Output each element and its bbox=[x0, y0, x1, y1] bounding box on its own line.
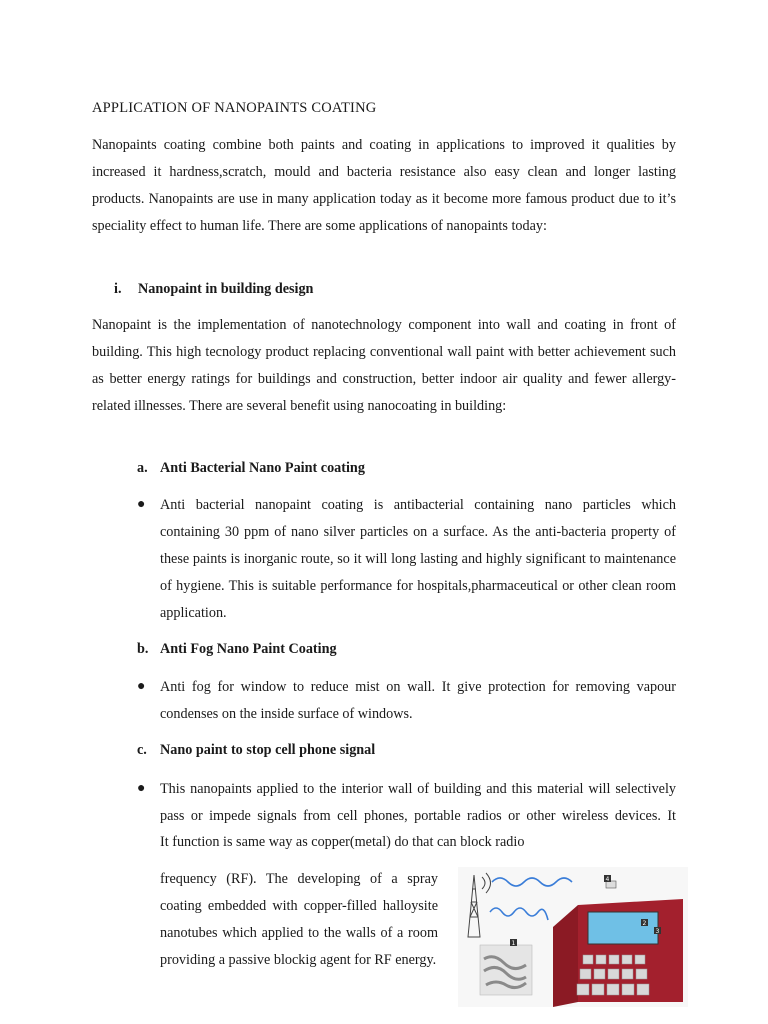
bullet-text: This nanopaints applied to the interior wall of building and this material will selectively pass or impede signals from cell phones, portable radios or other wireless devices. It bbox=[160, 781, 676, 824]
subsection-heading: Anti Bacterial Nano Paint coating bbox=[160, 460, 365, 476]
bullet-text: Anti bacterial nanopaint coating is antibacterial containing nano particles which containing 30 ppm of nano silver particles on a surface. As the anti-bacteria property of these paints is inorganic route, so it will long lasting and highly significant to maintenance of hygiene. This is suitable performance for hospitals,pharmaceutical or other clean room application. bbox=[160, 497, 676, 621]
figure-label: 2 bbox=[642, 920, 647, 927]
intro-paragraph: Nanopaints coating combine both paints and coating in applications to improved it qualities by increased it hardness,scratch, mould and bacteria resistance also easy clean and longer lasting products. Nanopaints are use in many application today as it become more famous product due to it’s speciality effect to human life. There are some applications of nanopaints today: bbox=[92, 137, 676, 234]
bullet-text: Anti fog for window to reduce mist on wall. It give protection for removing vapour condenses on the inside surface of windows. bbox=[160, 679, 676, 722]
bullet-marker: ● bbox=[137, 781, 146, 796]
bullet-text-end: do that can block radio bbox=[394, 834, 525, 850]
nanotube-inset bbox=[480, 945, 532, 995]
seat-rows bbox=[577, 955, 649, 995]
wrapped-continuation: frequency (RF). The developing of a spray coating embedded with copper-filled halloysite nanotubes which applied to the walls of a room providing a passive blockig agent for RF energy. bbox=[160, 871, 438, 968]
rf-shielding-illustration bbox=[458, 867, 688, 1007]
subsection-heading: Nano paint to stop cell phone signal bbox=[160, 742, 376, 758]
section-number: i. bbox=[114, 281, 122, 297]
subsection-letter: c. bbox=[137, 742, 147, 758]
figure-label: 4 bbox=[605, 876, 610, 883]
figure-label: 1 bbox=[511, 940, 516, 947]
section-body: Nanopaint is the implementation of nanotechnology component into wall and coating in front of building. This high tecnology product replacing conventional wall paint with better achievement such as better energy ratings for buildings and construction, better indoor air quality and fewer allergy-related illnesses. There are several benefit using nanocoating in building: bbox=[92, 317, 676, 414]
subsection-heading: Anti Fog Nano Paint Coating bbox=[160, 641, 337, 657]
subsection-letter: b. bbox=[137, 641, 149, 657]
bullet-text-last-line: It function is same way as copper(metal) do that can block radio bbox=[160, 834, 525, 850]
bullet-marker: ● bbox=[137, 679, 146, 694]
page-title: APPLICATION OF NANOPAINTS COATING bbox=[92, 100, 377, 116]
subsection-letter: a. bbox=[137, 460, 148, 476]
bullet-marker: ● bbox=[137, 497, 146, 512]
section-heading: Nanopaint in building design bbox=[138, 281, 314, 297]
figure-label: 3 bbox=[655, 928, 660, 935]
